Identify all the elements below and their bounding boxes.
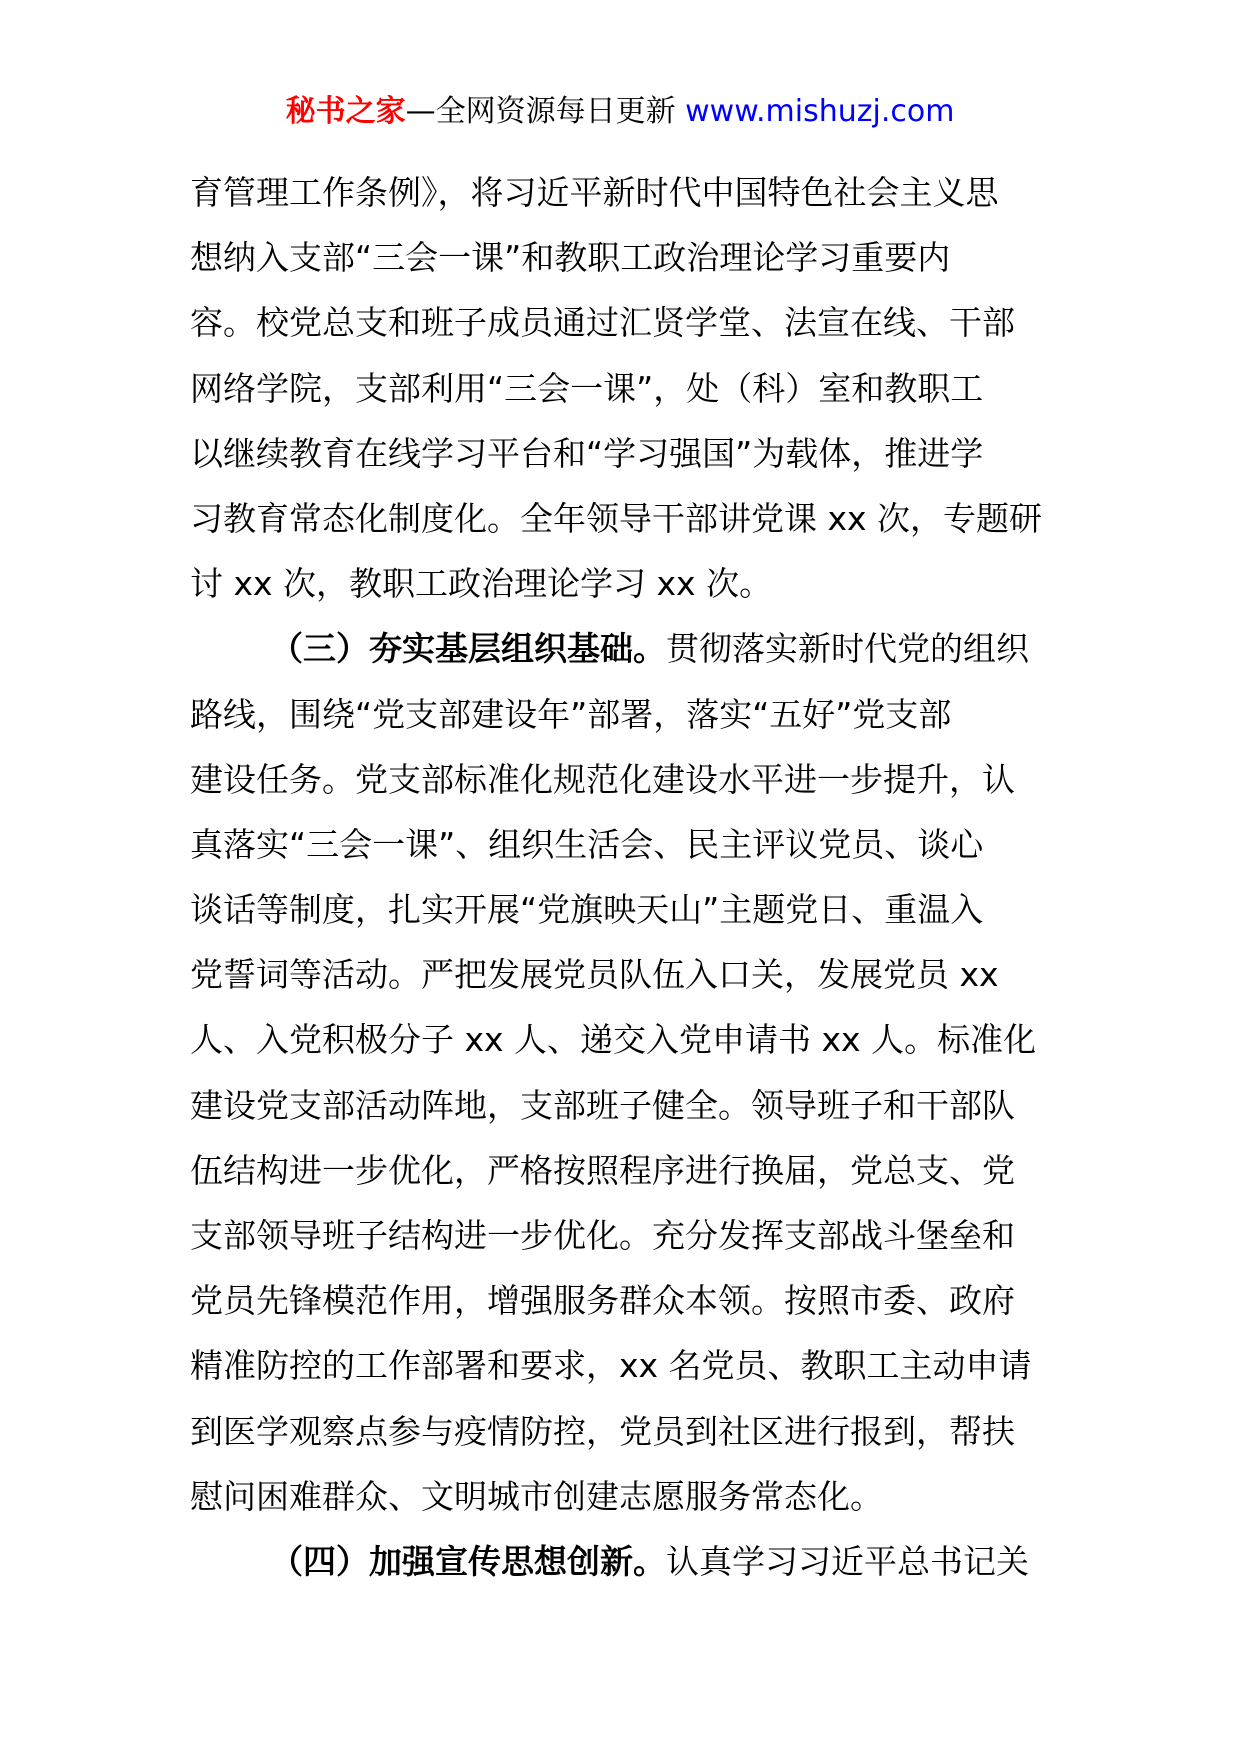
text-line [190, 1268, 1070, 1333]
line-text: 谈话等制度，扎实开展“党旗映天山”主题党日、重温入 [190, 890, 984, 930]
line-text: 真落实“三会一课”、组织生活会、民主评议党员、谈心 [190, 824, 984, 864]
line-text: 网络学院，支部利用“三会一课”，处（科）室和教职工 [190, 368, 984, 408]
section-4-first-line [190, 1529, 1070, 1594]
site-url-link[interactable]: www.mishuzj.com [685, 94, 955, 129]
line-text: 以继续教育在线学习平台和“学习强国”为载体，推进学 [190, 433, 984, 473]
text-line [190, 1073, 1070, 1138]
text-line [190, 1399, 1070, 1464]
document-body [190, 160, 1070, 1594]
text-line [190, 551, 1070, 616]
text-line [190, 747, 1070, 812]
section-heading: （四）加强宣传思想创新。 [270, 1541, 666, 1581]
text-line [190, 1007, 1070, 1072]
text-line [190, 1333, 1070, 1398]
text-line [190, 225, 1070, 290]
line-text: 党誓词等活动。严把发展党员队伍入口关，发展党员 xx [190, 955, 999, 995]
line-text: 到医学观察点参与疫情防控，党员到社区进行报到，帮扶 [190, 1411, 1015, 1451]
line-text: 伍结构进一步优化，严格按照程序进行换届，党总支、党 [190, 1150, 1015, 1190]
line-text: 建设党支部活动阵地，支部班子健全。领导班子和干部队 [190, 1085, 1015, 1125]
line-text: 认真学习习近平总书记关 [666, 1541, 1029, 1581]
page-header [0, 92, 1240, 132]
line-text: 育管理工作条例》，将习近平新时代中国特色社会主义思 [190, 173, 999, 212]
line-text: 路线，围绕“党支部建设年”部署，落实“五好”党支部 [190, 694, 952, 734]
line-text: 习教育常态化制度化。全年领导干部讲党课 xx 次，专题研 [190, 498, 1043, 538]
text-line [190, 812, 1070, 877]
text-line [190, 1464, 1070, 1529]
text-line [190, 942, 1070, 1007]
line-text: 人、入党积极分子 xx 人、递交入党申请书 xx 人。标准化 [190, 1020, 1037, 1060]
text-line [190, 1203, 1070, 1268]
header-tagline: —全网资源每日更新 [405, 94, 686, 129]
section-heading: （三）夯实基层组织基础。 [270, 629, 666, 669]
line-text: 容。校党总支和班子成员通过汇贤学堂、法宣在线、干部 [190, 303, 1015, 343]
text-line [190, 486, 1070, 551]
line-text: 建设任务。党支部标准化规范化建设水平进一步提升，认 [190, 759, 1015, 799]
text-line [190, 877, 1070, 942]
text-line [190, 290, 1070, 355]
section-3-first-line [190, 616, 1070, 681]
brand-name: 秘书之家 [285, 94, 406, 129]
line-text: 慰问困难群众、文明城市创建志愿服务常态化。 [190, 1476, 883, 1516]
line-text: 想纳入支部“三会一课”和教职工政治理论学习重要内 [190, 238, 951, 278]
text-line [190, 356, 1070, 421]
line-text: 贯彻落实新时代党的组织 [666, 629, 1029, 669]
line-text: 精准防控的工作部署和要求，xx 名党员、教职工主动申请 [190, 1346, 1032, 1386]
line-text: 讨 xx 次，教职工政治理论学习 xx 次。 [190, 564, 773, 604]
text-line [190, 160, 1070, 225]
line-text: 党员先锋模范作用，增强服务群众本领。按照市委、政府 [190, 1281, 1015, 1321]
text-line [190, 682, 1070, 747]
line-text: 支部领导班子结构进一步优化。充分发挥支部战斗堡垒和 [190, 1216, 1015, 1255]
text-line [190, 421, 1070, 486]
text-line [190, 1138, 1070, 1203]
